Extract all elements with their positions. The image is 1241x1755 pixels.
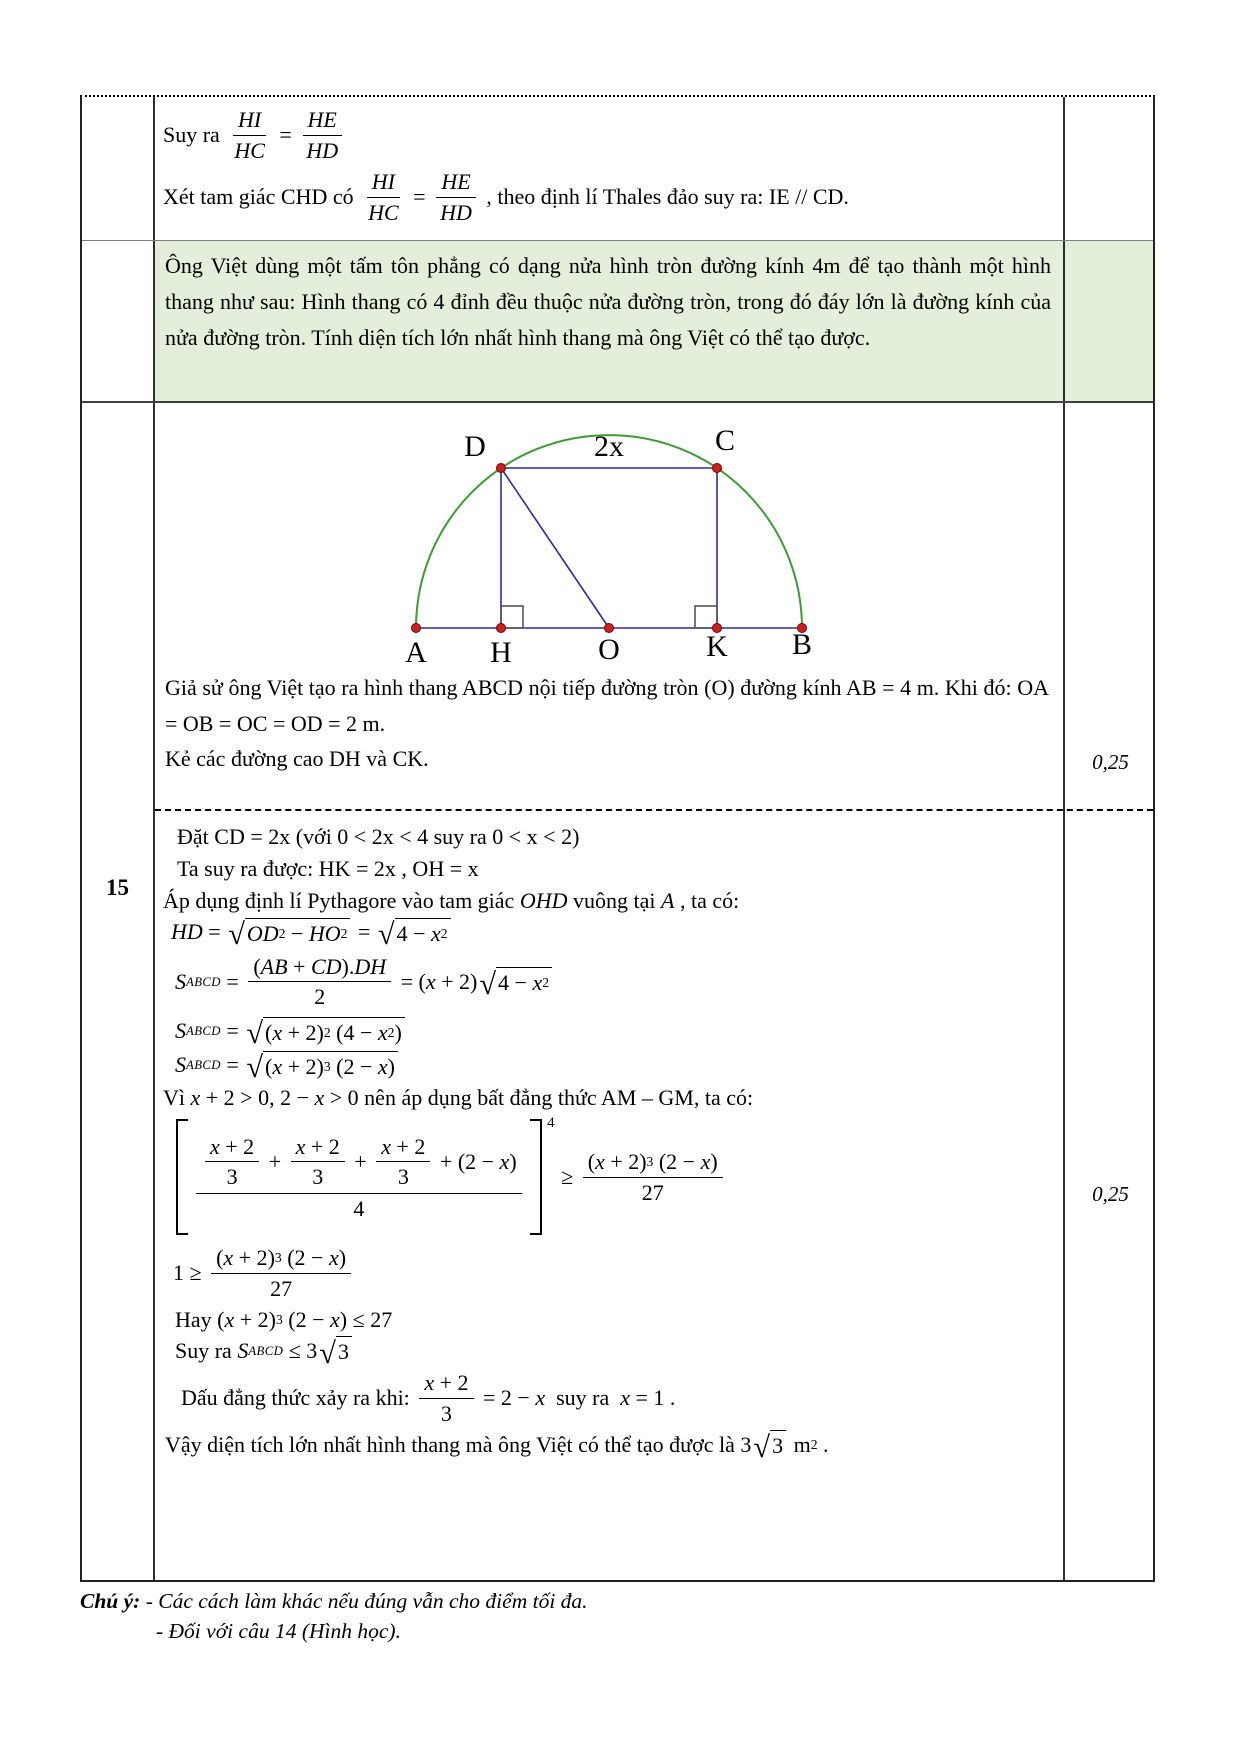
formula-area-3: S ABCD = √ ( x + 2) 3 (2 − x ) xyxy=(175,1051,1051,1080)
label-o: O xyxy=(598,633,620,666)
question-number: 15 xyxy=(106,875,129,900)
score-badge-2: 0,25 xyxy=(1092,1182,1129,1206)
label-k: K xyxy=(706,630,728,663)
point-dot-h xyxy=(497,624,506,633)
semicircle-arc xyxy=(416,435,802,628)
solution-altitudes-line: Kẻ các đường cao DH và CK. xyxy=(165,746,429,772)
column-divider-score xyxy=(1063,97,1065,1580)
label-c: C xyxy=(714,424,736,457)
formula-area-1: S ABCD = ( AB + CD ). DH 2 = ( x + 2) √ 4 − x 2 xyxy=(175,952,1051,1012)
point-dot-c xyxy=(713,464,722,473)
solution-cell xyxy=(155,402,1063,1464)
point-dot-d xyxy=(497,464,506,473)
am-gm-intro-line: Vì x + 2 > 0, 2 − x > 0 nên áp dụng bất đẳng thức AM – GM, ta có: xyxy=(163,1084,754,1110)
point-dot-a xyxy=(412,624,421,633)
label-a: A xyxy=(405,636,427,668)
formula-area-2: S ABCD = √ ( x + 2) 2 (4 − x 2 ) xyxy=(175,1017,1051,1046)
label-h: H xyxy=(490,636,512,668)
score-badge-1: 0,25 xyxy=(1092,750,1129,774)
notes-footer xyxy=(80,1586,588,1646)
note-text-1: - Các cách làm khác nếu đúng vẫn cho điểm tối đa. xyxy=(140,1589,588,1613)
label-d: D xyxy=(464,430,486,463)
pythagore-line: Áp dụng định lí Pythagore vào tam giác OHD vuông tại A , ta có: xyxy=(163,887,740,913)
note-label: Chú ý: xyxy=(80,1589,141,1613)
label-2x: 2x xyxy=(594,430,624,463)
note-line-1 xyxy=(80,1586,588,1616)
equality-condition-line: Dấu đẳng thức xảy ra khi: x + 2 3 = 2 − x suy ra x = 1 . xyxy=(181,1370,676,1426)
solution-assumption-paragraph: Giả sử ông Việt tạo ra hình thang ABCD nội tiếp đường tròn (O) đường kính AB = 4 m. Khi đó: OA = OB = OC = OD = 2 m. xyxy=(165,675,1049,736)
set-cd-line: Đặt CD = 2x (với 0 < 2x < 4 suy ra 0 < x < 2) xyxy=(177,824,580,850)
formula-hd: HD = √ OD 2 − HO 2 = √ 4 − x 2 xyxy=(171,918,1051,947)
segment-do xyxy=(501,468,609,628)
formula-am-gm: x + 2 3 + x + 2 3 + x + 2 3 + (2 − x ) 4 4 ≥ ( x + 2) 3 (2 − x ) 27 xyxy=(173,1119,1051,1236)
formula-one-geq: 1 ≥ ( x + 2) 3 (2 − x ) 27 xyxy=(173,1243,1051,1303)
point-dot-o xyxy=(605,624,614,633)
conclusion-line: Vậy diện tích lớn nhất hình thang mà ông Việt có thể tạo được là 3 √ 3 m 2 . xyxy=(165,1429,829,1464)
semicircle-trapezoid-diagram xyxy=(363,410,1051,668)
diagram-svg xyxy=(363,410,923,668)
label-b: B xyxy=(791,628,813,661)
previous-question-solution xyxy=(155,99,1063,229)
formula-ratio-equality: Suy ra $\frac{HI}{HC}$ = $\frac{HE}{HD}$ xyxy=(163,105,1055,165)
solution-table xyxy=(80,95,1155,1582)
hk-oh-line: Ta suy ra được: HK = 2x , OH = x xyxy=(177,856,479,882)
note-line-2: - Đối với câu 14 (Hình học). xyxy=(156,1619,401,1644)
formula-hay: Hay ( x + 2) 3 (2 − x ) ≤ 27 xyxy=(175,1307,393,1333)
row-divider-top xyxy=(82,240,1153,241)
formula-suy-ra-max: Suy ra S ABCD ≤ 3 √ 3 xyxy=(175,1336,1051,1365)
problem-statement: Ông Việt dùng một tấm tôn phẳng có dạng nửa hình tròn đường kính 4m để tạo thành một hình thang như sau: Hình thang có 4 đỉnh đều thuộc nửa đường tròn, trong đó đáy lớn là đường kính của nửa đường tròn. Tính diện tích lớn nhất hình thang mà ông Việt có thể tạo được. xyxy=(165,253,1051,350)
thales-conclusion-line: Xét tam giác CHD có $\frac{HI}{HC}$ = $\frac{HE}{HD}$ , theo định lí Thales đảo suy ra: IE // CD. xyxy=(163,169,849,225)
